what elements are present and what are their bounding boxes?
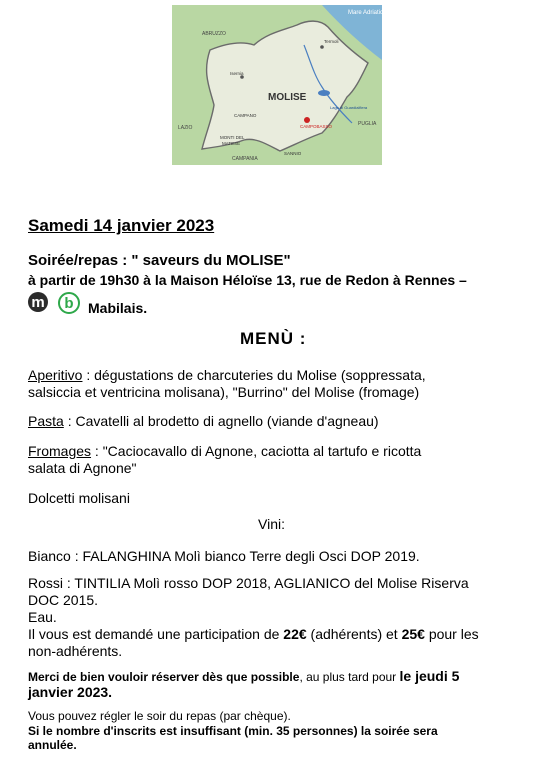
- participation-cont: non-adhérents.: [28, 643, 123, 659]
- place-label: MATESE: [222, 141, 241, 146]
- region-label: MOLISE: [268, 92, 307, 103]
- reservation-line: Merci de bien vouloir réserver dès que possible, au plus tard pour le jeudi 5: [28, 668, 460, 684]
- town-marker: [320, 45, 324, 49]
- member-price: 22€: [283, 626, 307, 642]
- participation-line: Il vous est demandé une participation de 22€ (adhérents) et 25€ pour les: [28, 626, 479, 642]
- metro-icon: m: [28, 292, 48, 312]
- bus-icon: b: [58, 292, 80, 314]
- vini-bianco: Bianco : FALANGHINA Molì bianco Terre degli Osci DOP 2019.: [28, 548, 420, 564]
- place-label: CAMPANO: [234, 113, 257, 118]
- vini-heading: Vini:: [258, 516, 285, 532]
- place-label: Termoli: [324, 39, 339, 44]
- cancel-note: Si le nombre d'inscrits est insuffisant (min. 35 personnes) la soirée sera: [28, 724, 438, 738]
- deadline-cont: janvier 2023.: [28, 684, 113, 700]
- nonmember-price: 25€: [401, 626, 425, 642]
- place-label: MONTI DEL: [220, 135, 245, 140]
- capital-marker: [304, 117, 310, 123]
- event-location: à partir de 19h30 à la Maison Héloïse 13, rue de Redon à Rennes –: [28, 272, 467, 288]
- menu-heading: MENÙ :: [240, 329, 307, 348]
- menu-aperitivo-cont: salsiccia et ventricina molisana), "Burrino" del Molise (fromage): [28, 384, 420, 400]
- lake: [318, 90, 330, 96]
- cancel-note-cont: annulée.: [28, 738, 77, 752]
- neighbor-label: CAMPANIA: [232, 156, 258, 162]
- place-label: CAMPOBASSO: [300, 124, 333, 129]
- deadline: le jeudi 5: [399, 668, 460, 684]
- neighbor-label: LAZIO: [178, 125, 193, 131]
- neighbor-label: PUGLIA: [358, 121, 377, 127]
- menu-fromages: Fromages : "Caciocavallo di Agnone, caciotta al tartufo e ricotta: [28, 443, 422, 459]
- sea-label: Mare Adriatico: [348, 10, 387, 16]
- menu-aperitivo: Aperitivo : dégustations de charcuteries du Molise (soppressata,: [28, 367, 426, 383]
- vini-rossi: Rossi : TINTILIA Molì rosso DOP 2018, AGLIANICO del Molise Riserva: [28, 575, 469, 591]
- place-label: Lago di Guardialfiera: [330, 105, 368, 110]
- menu-fromages-cont: salata di Agnone": [28, 460, 137, 476]
- place-label: Isernia: [230, 71, 244, 76]
- payment-note: Vous pouvez régler le soir du repas (par chèque).: [28, 709, 291, 723]
- molise-map: [172, 5, 387, 165]
- vini-eau: Eau.: [28, 609, 57, 625]
- transport-stop: Mabilais.: [88, 300, 148, 316]
- event-title: Soirée/repas : " saveurs du MOLISE": [28, 252, 291, 269]
- event-date: Samedi 14 janvier 2023: [28, 216, 215, 235]
- menu-dolci: Dolcetti molisani: [28, 490, 130, 506]
- vini-rossi-cont: DOC 2015.: [28, 592, 99, 608]
- neighbor-label: ABRUZZO: [202, 31, 226, 37]
- place-label: SANNIO: [284, 151, 302, 156]
- menu-pasta: Pasta : Cavatelli al brodetto di agnello (viande d'agneau): [28, 413, 379, 429]
